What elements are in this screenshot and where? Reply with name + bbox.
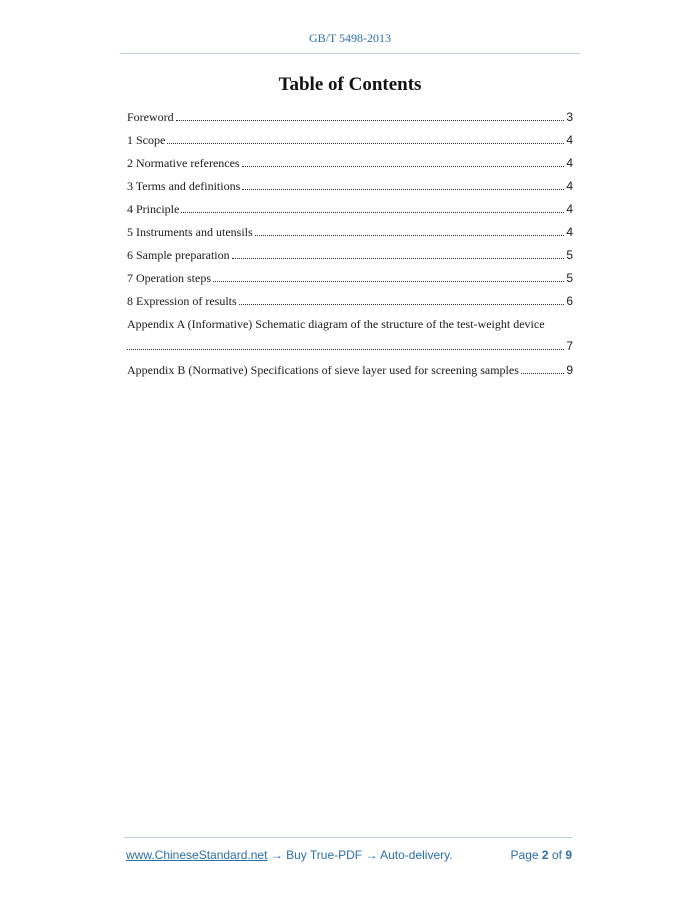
toc-entry-label: 7 Operation steps [127,271,211,285]
dot-leader [255,234,565,236]
toc-entry-page: 4 [566,156,573,170]
toc-entry-expression-results[interactable] [127,292,573,315]
standard-code: GB/T 5498-2013 [308,31,392,45]
page-current: 2 [541,848,549,862]
toc-entry-page: 4 [566,202,573,216]
toc-entry-foreword[interactable] [127,108,573,131]
dot-leader [213,280,564,282]
toc-entry-operation-steps[interactable] [127,269,573,292]
dot-leader [521,372,564,374]
toc-entry-continuation [127,337,573,355]
toc-entry-page: 6 [566,294,573,308]
toc-entry-scope[interactable] [127,131,573,154]
toc-entry-label: 5 Instruments and utensils [127,225,253,239]
toc-entry-page: 4 [566,179,573,193]
dot-leader [242,188,564,190]
dot-leader [127,348,564,350]
footer-divider [124,837,572,838]
toc-entry-label: Foreword [127,110,174,124]
toc-entry-page: 4 [566,225,573,239]
promo-text: → Buy True-PDF → Auto-delivery. [267,848,453,862]
page-header [0,31,700,46]
footer-promo [126,848,453,862]
dot-leader [167,142,564,144]
toc-entry-sample-preparation[interactable] [127,246,573,269]
page-prefix: Page [510,848,539,862]
page-total: 9 [565,848,572,862]
toc-entry-label: Appendix A (Informative) Schematic diagram of the structure of the test-weight device [127,317,545,331]
page-title: Table of Contents [278,74,422,95]
dot-leader [239,303,565,305]
toc-entry-page: 7 [566,339,573,353]
toc-entry-label: Appendix B (Normative) Specifications of sieve layer used for screening samples [127,363,519,377]
toc-entry-normative-references[interactable] [127,154,573,177]
toc-entry-page: 5 [566,248,573,262]
dot-leader [232,257,565,259]
toc-entry-label: 3 Terms and definitions [127,179,241,193]
toc-entry-page: 9 [566,363,573,377]
website-link[interactable]: www.ChineseStandard.net [126,848,268,862]
toc-entry-label: 4 Principle [127,202,180,216]
toc-entry-label: 6 Sample preparation [127,248,230,262]
toc-entry-principle[interactable] [127,200,573,223]
toc-entry-appendix-b[interactable] [127,361,573,384]
toc-entry-label: 1 Scope [127,133,166,147]
toc-entry-label: 8 Expression of results [127,294,237,308]
table-of-contents [127,108,573,384]
toc-entry-label: 2 Normative references [127,156,240,170]
toc-entry-appendix-a[interactable] [127,315,573,361]
dot-leader [176,119,565,121]
toc-entry-page: 4 [566,133,573,147]
toc-entry-page: 5 [566,271,573,285]
header-divider [120,53,580,54]
toc-entry-page: 3 [566,110,573,124]
dot-leader [181,211,564,213]
page-of: of [551,848,562,862]
page-footer [126,848,572,862]
page-indicator [511,848,572,862]
dot-leader [242,165,565,167]
toc-entry-terms-definitions[interactable] [127,177,573,200]
toc-entry-instruments[interactable] [127,223,573,246]
